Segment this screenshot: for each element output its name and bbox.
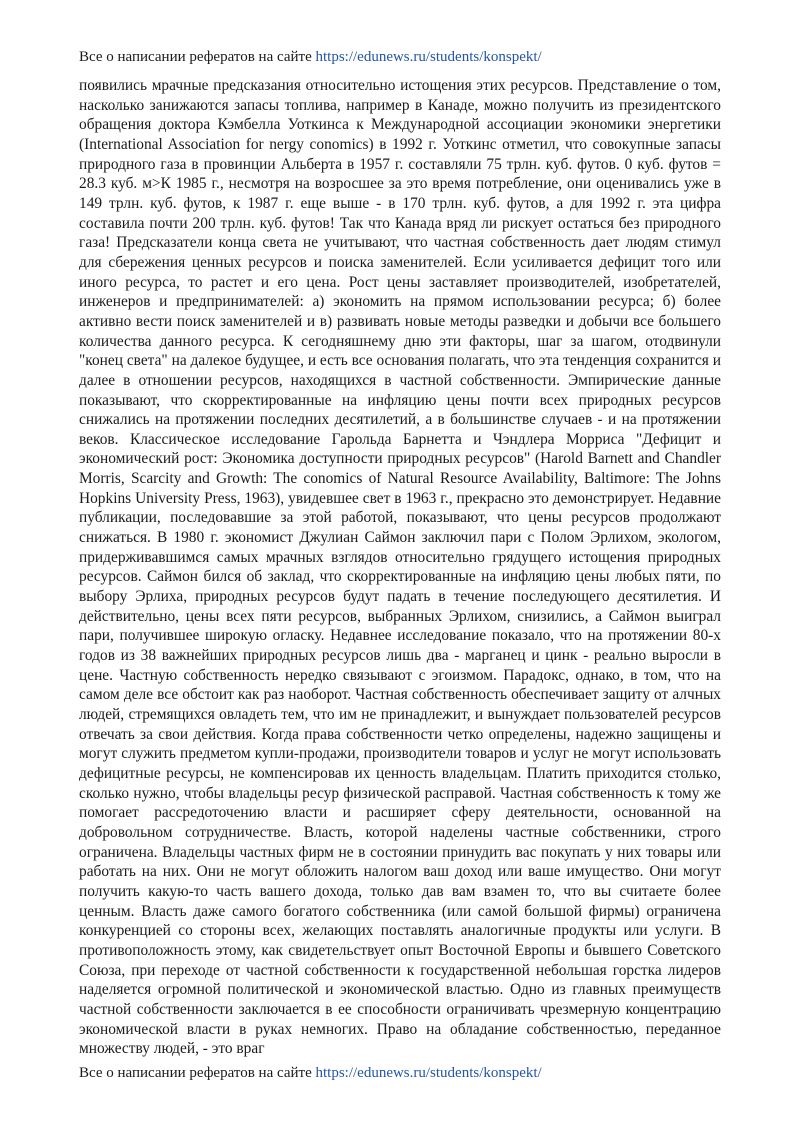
page-header bbox=[79, 47, 542, 67]
footer-prefix-text: Все о написании рефератов на сайте bbox=[79, 1065, 312, 1081]
body-paragraph: появились мрачные предсказания относительно истощения этих ресурсов. Представление о том, насколько занижаются запасы топлива, например в Канаде, можно получить из президентского обращения доктора Кэмбелла Уоткинса к Международной ассоциации экономики энергетики (International Association for nergy conomics) в 1992 г. Уоткинс отметил, что совокупные запасы природного газа в провинции Альберта в 1957 г. составляли 75 трлн. куб. футов. 0 куб. футов = 28.3 куб. м>К 1985 г., несмотря на возросшее за это время потребление, они оценивались уже в 149 трлн. куб. футов, к 1987 г. еще выше - в 170 трлн. куб. футов, а для 1992 г. эта цифра составила почти 200 трлн. куб. футов! Так что Канада вряд ли рискует остаться без природного газа! Предсказатели конца света не учитывают, что частная собственность дает людям стимул для сбережения ценных ресурсов и поиска заменителей. Если усиливается дефицит того или иного ресурса, то растет и его цена. Рост цены заставляет производителей, изобретателей, инженеров и предпринимателей: а) экономить на прямом использовании ресурса; б) более активно вести поиск заменителей и в) развивать новые методы разведки и добычи все большего количества данного ресурса. К сегодняшнему дню эти факторы, шаг за шагом, отодвинули "конец света" на далекое будущее, и есть все основания полагать, что эта тенденция сохранится и далее в отношении ресурсов, находящихся в частной собственности. Эмпирические данные показывают, что скорректированные на инфляцию цены почти всех природных ресурсов снижались на протяжении последних десятилетий, а в большинстве случаев - и на протяжении веков. Классическое исследование Гарольда Барнетта и Чэндлера Морриса "Дефицит и экономический рост: Экономика доступности природных ресурсов" (Harold Barnett and Chandler Morris, Scarcity and Growth: The conomics of Natural Resource Availability, Baltimore: The Johns Hopkins University Press, 1963), увидевшее свет в 1963 г., прекрасно это демонстрирует. Недавние публикации, последовавшие за этой работой, показывают, что цены ресурсов продолжают снижаться. В 1980 г. экономист Джулиан Саймон заключил пари с Полом Эрлихом, экологом, придерживавшимся самых мрачных взглядов относительно грядущего истощения природных ресурсов. Саймон бился об заклад, что скорректированные на инфляцию цены любых пяти, по выбору Эрлиха, природных ресурсов будут падать в течение последующего десятилетия. И действительно, цены всех пяти ресурсов, выбранных Эрлихом, снизились, а Саймон выиграл пари, получившее широкую огласку. Недавнее исследование показало, что на протяжении 80-х годов из 38 важнейших природных ресурсов лишь два - марганец и цинк - реально выросли в цене. Частную собственность нередко связывают с эгоизмом. Парадокс, однако, в том, что на самом деле все обстоит как раз наоборот. Частная собственность обеспечивает защиту от алчных людей, стремящихся овладеть тем, что им не принадлежит, и вынуждает пользователей ресурсов отвечать за свои действия. Когда права собственности четко определены, надежно защищены и могут служить предметом купли-продажи, производители товаров и услуг не могут использовать дефицитные ресурсы, не компенсировав их ценность владельцам. Платить приходится столько, сколько нужно, чтобы владельцы ресур физической расправой. Частная собственность к тому же помогает рассредоточению власти и расширяет сферу деятельности, основанной на добровольном сотрудничестве. Власть, которой наделены частные собственники, строго ограничена. Владельцы частных фирм не в состоянии принудить вас покупать у них товары или работать на них. Они не могут обложить налогом ваш доход или ваше имущество. Они могут получить какую-то часть вашего дохода, только дав вам взамен то, что вы считаете более ценным. Власть даже самого богатого собственника (или самой большой фирмы) ограничена конкуренцией со стороны всех, желающих поставлять аналогичные продукты или услуги. В противоположность этому, как свидетельствует опыт Восточной Европы и бывшего Советского Союза, при переходе от частной собственности к государственной небольшая горстка лидеров наделяется огромной политической и экономической властью. Одно из главных преимуществ частной собственности заключается в ее способности ограничивать чрезмерную концентрацию экономической власти в руках немногих. Право на обладание собственностью, переданное множеству людей, - это враг bbox=[79, 77, 721, 1058]
page-footer bbox=[79, 1063, 542, 1083]
header-prefix-text: Все о написании рефератов на сайте bbox=[79, 49, 312, 65]
footer-site-link[interactable]: https://edunews.ru/students/konspekt/ bbox=[315, 1065, 542, 1081]
header-site-link[interactable]: https://edunews.ru/students/konspekt/ bbox=[315, 49, 542, 65]
